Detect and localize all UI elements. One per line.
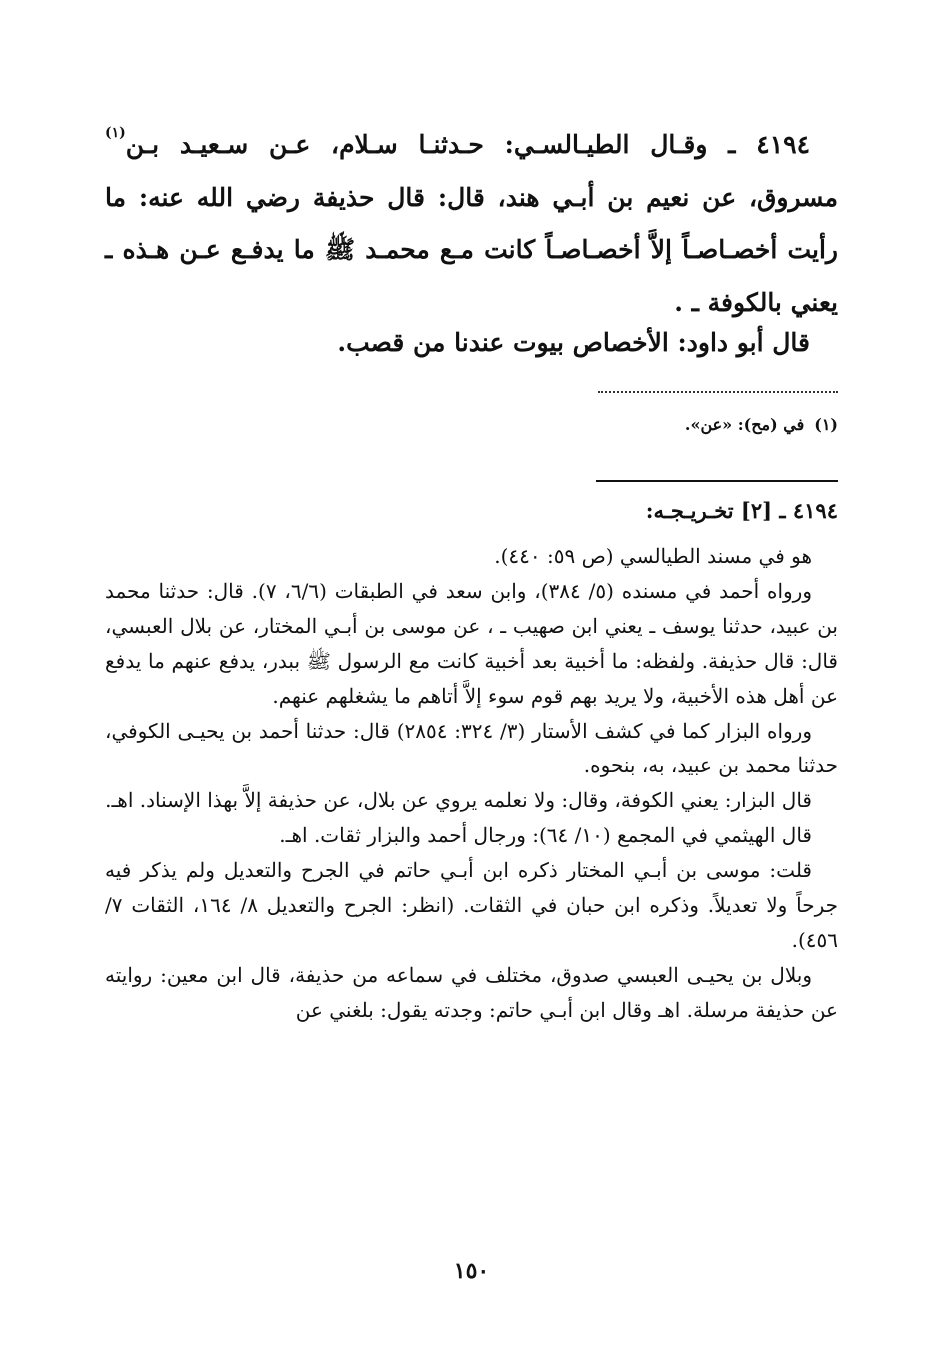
hadith-commentary: قال أبو داود: الأخصاص بيوت عندنا من قصب. — [337, 328, 810, 357]
footnote — [600, 412, 838, 438]
footnote-text: في (مح): «عن». — [684, 415, 805, 434]
takhrij-body — [105, 539, 838, 1028]
takhrij-paragraph: ورواه البزار كما في كشف الأستار (٣/ ٣٢٤: ٢٨٥٤) قال: حدثنا أحمد بن يحيـى الكوفي، حدثنا محمد بن عبيد، به، بنحوه. — [105, 718, 838, 778]
hadith-text: ٤١٩٤ ـ وقـال الطيـالسـي: حـدثنـا سـلام، عـن سـعيـد بـن$^{(١)}$ مسروق، عن نعيم بن أبـي هند، قال: قال حذيفة رضي الله عنه: ما رأيت أخصـاصـاً إلاَّ أخصـاصـاً كانت مـع محمـد ﷺ ما يدفـع عـن هـذه ـ يعني بالكوفة ـ . — [105, 125, 838, 317]
takhrij-paragraph: قلت: موسى بن أبـي المختار ذكره ابن أبـي حاتم في الجرح والتعديل ولم يذكر فيه جرحاً ولا تعديلاً. وذكره ابن حبان في الثقات. (انظر: الجرح والتعديل ٨/ ١٦٤، الثقات ٧/ ٤٥٦). — [105, 858, 838, 952]
takhrij-paragraph: وبلال بن يحيـى العبسي صدوق، مختلف في سماعه من حذيفة، قال ابن معين: روايته عن حذيفة مرسلة. اهـ وقال ابن أبـي حاتم: وجدته يقول: بلغني عن — [105, 962, 838, 1022]
takhrij-paragraph: هو في مسند الطيالسي (ص ٥٩: ٤٤٠). — [494, 544, 812, 568]
takhrij-paragraph: قال الهيثمي في المجمع (١٠/ ٦٤): ورجال أحمد والبزار ثقات. اهـ. — [279, 823, 812, 848]
footnote-marker: (١) — [105, 125, 126, 141]
hadith-number: ٤١٩٤ — [756, 130, 810, 159]
hadith-body: مسروق، عن نعيم بن أبـي هند، قال: قال حذيفة رضي الله عنه: ما رأيت أخصـاصـاً إلاَّ أخصـاصـاً كانت مـع محمـد ﷺ ما يدفـع عـن هـذه ـ يعني بالكوفة ـ . — [105, 182, 838, 317]
footnote-separator — [598, 391, 838, 393]
hadith-opening: وقـال الطيـالسـي: حـدثنـا سـلام، عـن سـعيـد بـن — [125, 130, 708, 159]
takhrij-paragraph: ورواه أحمد في مسنده (٥/ ٣٨٤)، وابن سعد في الطبقات (٦/٦، ٧). قال: حدثنا محمد بن عبيد، حدثنا يوسف ـ يعني ابن صهيب ـ ، عن موسى بن أبـي المختار، عن بلال العبسي، قال: قال حذيفة. ولفظه: ما أخبية بعد أخبية كانت مع الرسول ﷺ ببدر، يدفع عنهم ما يدفع عن أهل هذه الأخبية، ولا يريد بهم قوم سوء إلاَّ أتاهم ما يشغلهم عنهم. — [105, 578, 838, 708]
footnote-number: (١) — [814, 415, 838, 434]
page-number: ١٥٠ — [453, 1258, 490, 1284]
takhrij-heading: ٤١٩٤ ـ [٢] تخـريـجـه: — [645, 498, 838, 523]
hadith-commentary-block — [105, 317, 838, 370]
takhrij-paragraph: قال البزار: يعني الكوفة، وقال: ولا نعلمه يروي عن بلال، عن حذيفة إلاَّ بهذا الإسناد. اهـ. — [105, 788, 812, 813]
hadith-block — [105, 107, 838, 329]
section-divider — [596, 480, 838, 482]
